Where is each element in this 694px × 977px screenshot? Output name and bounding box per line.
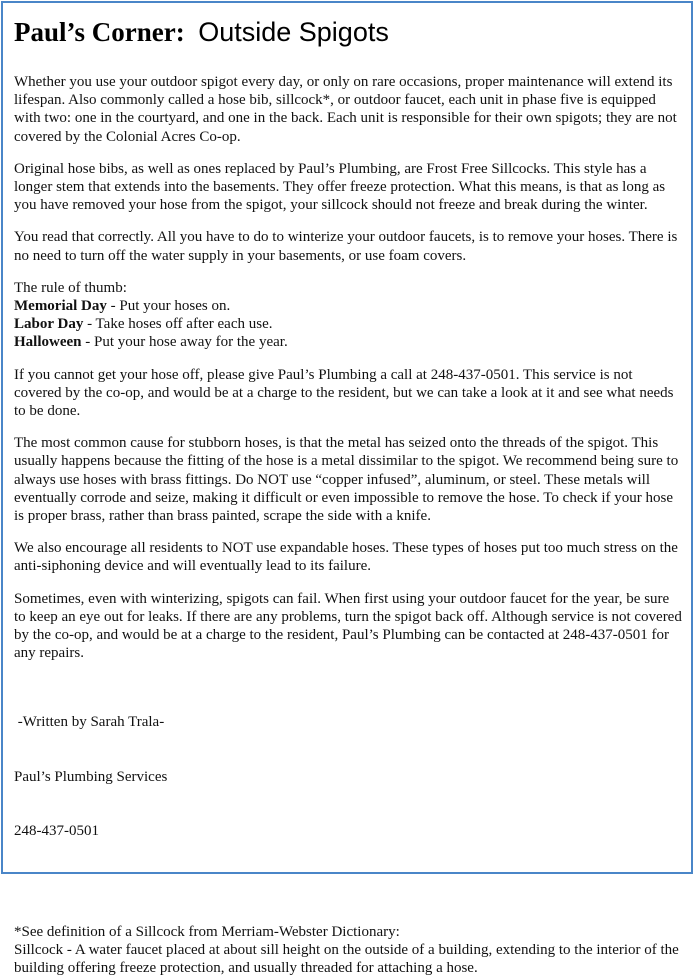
- rule-item-text: - Take hoses off after each use.: [83, 316, 273, 333]
- rule-item-label: Labor Day: [14, 316, 84, 333]
- title-topic: Outside Spigots: [198, 17, 389, 47]
- paragraph-call-plumber: If you cannot get your hose off, please give Paul’s Plumbing a call at 248-437-0501. This service is not covered by the co-op, and would be at a charge to the resident, but we can take a look at it and see what needs to be done.: [14, 366, 674, 420]
- footnote: [14, 923, 682, 977]
- rule-intro: The rule of thumb:: [14, 279, 127, 296]
- rule-item-labor-day: [14, 315, 682, 333]
- rule-item-label: Halloween: [14, 334, 82, 351]
- footnote-source: *See definition of a Sillcock from Merriam-Webster Dictionary:: [14, 923, 400, 940]
- paragraph-frost-free: Original hose bibs, as well as ones replaced by Paul’s Plumbing, are Frost Free Sillcocks. This style has a longer stem that extends into the basements. They offer freeze protection. What this means, is that as long as you have removed your hose from the spigot, your sillcock should not freeze and break during the winter.: [14, 160, 666, 214]
- page-title: [14, 17, 389, 48]
- article-body: [14, 73, 682, 977]
- signature: [14, 676, 682, 876]
- rule-of-thumb: [14, 279, 682, 352]
- paragraph-intro: Whether you use your outdoor spigot every day, or only on rare occasions, proper maintenance will extend its lifespan. Also commonly called a hose bib, sillcock*, or outdoor faucet, each unit in phase five is equipped with two: one in the courtyard, and one in the back. Each unit is responsible for their own spigots; they are not covered by the Colonial Acres Co-op.: [14, 74, 677, 145]
- title-colon: :: [175, 17, 185, 47]
- signature-author: -Written by Sarah Trala-: [14, 713, 165, 730]
- rule-item-halloween: [14, 333, 682, 351]
- signature-company: Paul’s Plumbing Services: [14, 768, 168, 785]
- paragraph-expandable-hoses: We also encourage all residents to NOT use expandable hoses. These types of hoses put too much stress on the anti-siphoning device and will eventually lead to its failure.: [14, 540, 678, 575]
- paragraph-winterize: You read that correctly. All you have to do to winterize your outdoor faucets, is to remove your hoses. There is no need to turn off the water supply in your basements, or use foam covers.: [14, 229, 678, 264]
- title-column-name: Paul’s Corner: [14, 17, 176, 47]
- rule-item-text: - Put your hose away for the year.: [81, 334, 288, 351]
- paragraph-spigot-failure: Sometimes, even with winterizing, spigots can fail. When first using your outdoor faucet for the year, be sure to keep an eye out for leaks. If there are any problems, turn the spigot back off. Although service is not covered by the co-op, and would be at a charge to the resident, Paul’s Plumbing can be contacted at 248-437-0501 for any repairs.: [14, 590, 682, 662]
- rule-item-label: Memorial Day: [14, 298, 107, 315]
- paragraph-stubborn-hoses: The most common cause for stubborn hoses, is that the metal has seized onto the threads of the spigot. This usually happens because the fitting of the hose is a metal dissimilar to the spigot. We recommend being sure to always use hoses with brass fittings. Do NOT use “copper infused”, aluminum, or steel. These metals will eventually corrode and seize, making it difficult or even impossible to remove the hose. To check if your hose is proper brass, rather than brass painted, scrape the side with a knife.: [14, 435, 679, 525]
- footnote-definition: Sillcock - A water faucet placed at about sill height on the outside of a building, extending to the interior of the building offering freeze protection, and usually threaded for attaching a hose.: [14, 941, 679, 977]
- article-page: [1, 1, 693, 977]
- signature-phone: 248-437-0501: [14, 823, 99, 840]
- rule-item-memorial-day: [14, 297, 682, 315]
- rule-item-text: - Put your hoses on.: [106, 298, 231, 315]
